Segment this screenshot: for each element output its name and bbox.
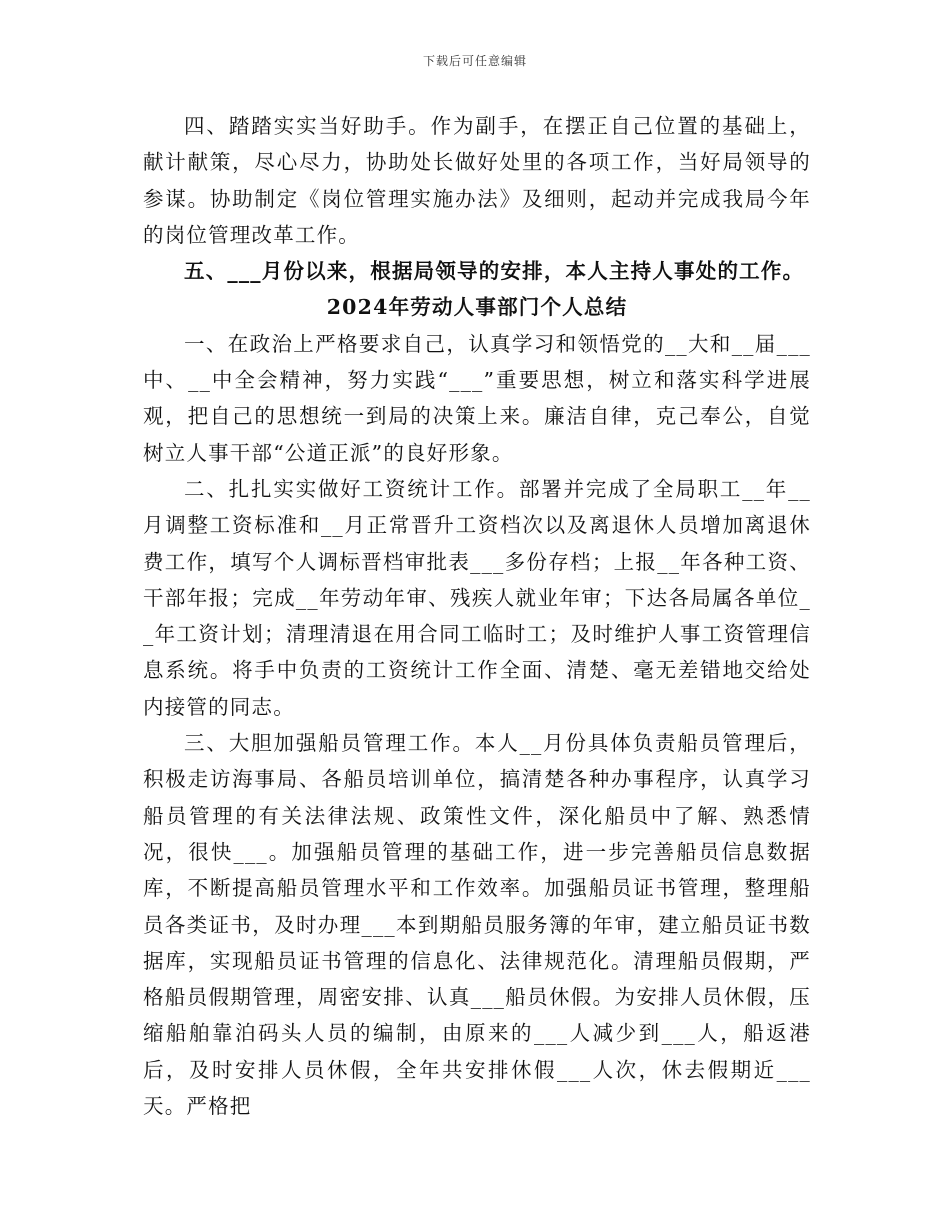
paragraph-3-crew: 三、大胆加强船员管理工作。本人__月份具体负责船员管理后，积极走访海事局、各船员培训单位，搞清楚各种办事程序，认真学习船员管理的有关法律法规、政策性文件，深化船员中了解、熟悉情况，很快___。加强船员管理的基础工作，进一步完善船员信息数据库，不断提高船员管理水平和工作效率。加强船员证书管理，整理船员各类证书，及时办理___本到期船员服务簿的年审，建立船员证书数据库，实现船员证书管理的信息化、法律规范化。清理船员假期，严格船员假期管理，周密安排、认真___船员休假。为安排人员休假，压缩船舶靠泊码头人员的编制，由原来的___人减少到___人，船返港后，及时安排人员休假，全年共安排休假___人次，休去假期近___天。严格把 [143,731,811,1119]
document-body [143,108,811,1124]
paragraph-4-assistant: 四、踏踏实实当好助手。作为副手，在摆正自己位置的基础上，献计献策，尽心尽力，协助处长做好处里的各项工作，当好局领导的参谋。协助制定《岗位管理实施办法》及细则，起动并完成我局今年的岗位管理改革工作。 [143,114,811,247]
paragraph-2-wages: 二、扎扎实实做好工资统计工作。部署并完成了全局职工__年__月调整工资标准和__月正常晋升工资档次以及离退休人员增加离退休费工作，填写个人调标晋档审批表___多份存档；上报__年各种工资、干部年报；完成__年劳动年审、残疾人就业年审；下达各局属各单位__年工资计划；清理清退在用合同工临时工；及时维护人事工资管理信息系统。将手中负责的工资统计工作全面、清楚、毫无差错地交给处内接管的同志。 [143,476,811,719]
paragraph-5-bold: 五、___月份以来，根据局领导的安排，本人主持人事处的工作。 [184,259,805,284]
section-title: 2024年劳动人事部门个人总结 [326,295,628,320]
page-header: 下载后可任意编辑 [422,54,527,68]
paragraph-1-politics: 一、在政治上严格要求自己，认真学习和领悟党的__大和__届___中、__中全会精神，努力实践“___”重要思想，树立和落实科学进展观，把自己的思想统一到局的决策上来。廉洁自律，克己奉公，自觉树立人事干部“公道正派”的良好形象。 [143,331,811,465]
